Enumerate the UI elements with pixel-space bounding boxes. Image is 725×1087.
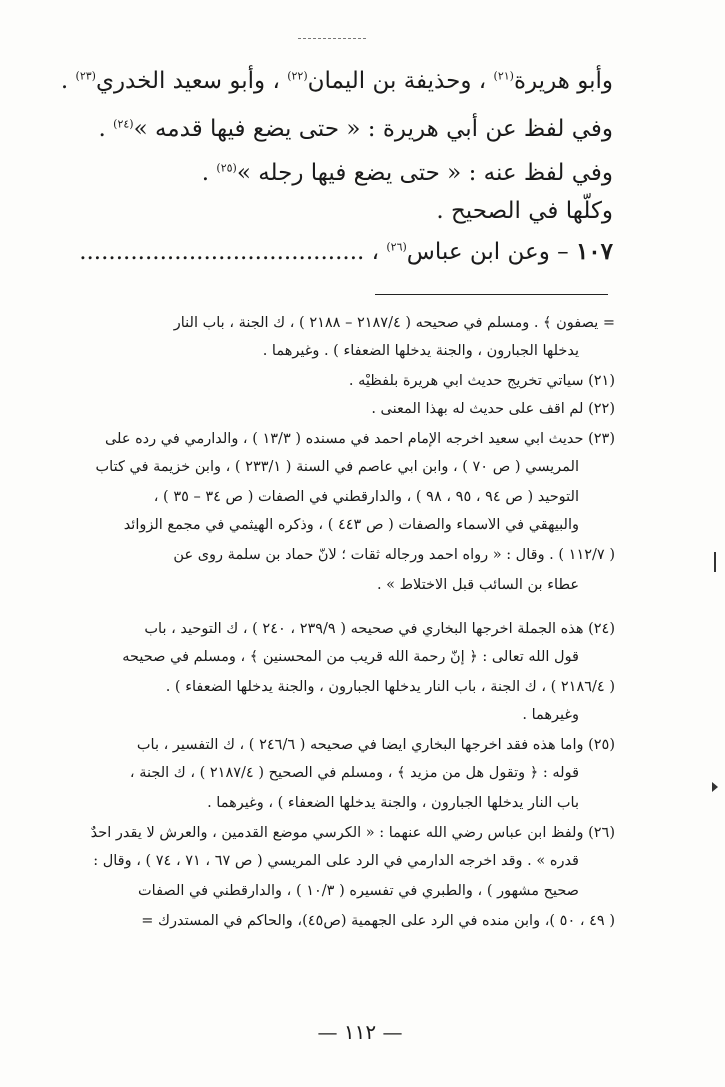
main-line-3: وفي لفظ عنه : « حتى يضع فيها رجله »$^{(٢٥)}$ . [201,160,613,186]
footnote-line: قوله : ﴿ وتقول هل من مزيد ﴾ ، ومسلم في الصحيح ( ٢١٨٧/٤ ) ، ك الجنة ، [129,766,579,781]
top-rule [298,38,366,39]
footnote-line: (٢٥) وأما هذه فقد أخرجها البخاري أيضاً في صحيحه ( ٢٤٦/٦ ) ، ك التفسير ، باب [136,738,615,753]
main-line-1: وأبو هريرة$^{(٢١)}$ ، وحذيفة بن اليمان$^{(٢٢)}$ ، وأبو سعيد الخدري$^{(٢٣)}$ . [60,68,613,94]
footnote-line: التوحيد ( ص ٩٤ ، ٩٥ ، ٩٨ ) ، والدارقطني في الصفات ( ص ٣٤ – ٣٥ ) ، [153,490,579,505]
footnote-line: ( ١١٢/٧ ) . وقال : « رواه أحمد ورجاله ثقات ؛ لأنّ حماد بن سلمة روى عن [173,548,615,563]
footnote-line: والبيهقي في الأسماء والصفات ( ص ٤٤٣ ) ، وذكره الهيثمي في مجمع الزوائد [123,518,579,533]
footnote-line: قول الله تعالى : ﴿ إنّ رحمة الله قريب من المحسنين ﴾ ، ومسلم في صحيحه [122,650,579,665]
footnote-line: باب النار يدخلها الجبارون ، والجنة يدخلها الضعفاء ) ، وغيرهما . [207,796,579,811]
footnote-line: (٢١) سيأتي تخريج حديث أبي هريرة بلفظَيْه . [348,374,615,389]
footnote-line: (٢٣) حديث أبي سعيد أخرجه الإمام أحمد في مسنده ( ١٣/٣ ) ، والدارمي في رده على [104,432,615,447]
main-line-4: وكلّها في الصحيح . [436,198,613,224]
footnote-line: المريسي ( ص ٧٠ ) ، وابن أبي عاصم في السنة ( ٢٣٣/١ ) ، وابن خزيمة في كتاب [95,460,579,475]
footnote-line: = يصفون ﴾ . ومسلم في صحيحه ( ٢١٨٧/٤ – ٢١٨٨ ) ، ك الجنة ، باب النار [173,316,615,331]
footnote-line: عطاء بن السائب قبل الاختلاط » . [376,578,579,593]
footnote-line: وغيرهما . [522,708,579,723]
footnote-line: (٢٢) لم أقف على حديث له بهذا المعنى . [371,402,615,417]
footnote-line: ( ٢١٨٦/٤ ) ، ك الجنة ، باب النار يدخلها الجبارون ، والجنة يدخلها الضعفاء ) . [165,680,615,695]
footnote-line: قدره » . وقد أخرجه الدارمي في الرد على المريسي ( ص ٦٧ ، ٧١ ، ٧٤ ) ، وقال : [93,854,579,869]
main-line-5: ١٠٧ – وعن ابن عباس$^{(٢٦)}$ ، ....................................... [79,238,613,265]
margin-mark [714,552,724,572]
margin-arrow [712,782,718,792]
footnote-line: ( ٤٩ ، ٥٠ )، وابن منده في الرد على الجهمية (ص٤٥)، والحاكم في المستدرك = [141,914,615,929]
main-line-2: وفي لفظ عن أبي هريرة : « حتى يضع فيها قدمه »$^{(٢٤)}$ . [98,116,613,142]
footnote-separator [375,294,608,295]
footnote-line: يدخلها الجبارون ، والجنة يدخلها الضعفاء ) . وغيرهما . [262,344,579,359]
page-number: — ١١٢ — [317,1020,403,1044]
footnote-line: صحيح مشهور ) ، والطبري في تفسيره ( ١٠/٣ ) ، والدارقطني في الصفات [138,884,579,899]
footnote-line: (٢٤) هذه الجملة أخرجها البخاري في صحيحه ( ٢٣٩/٩ ، ٢٤٠ ) ، ك التوحيد ، باب [144,622,615,637]
footnote-line: (٢٦) ولفظ ابن عباس رضي الله عنهما : « الكرسي موضع القدمين ، والعرش لا يقدر أحدٌ [90,826,615,841]
